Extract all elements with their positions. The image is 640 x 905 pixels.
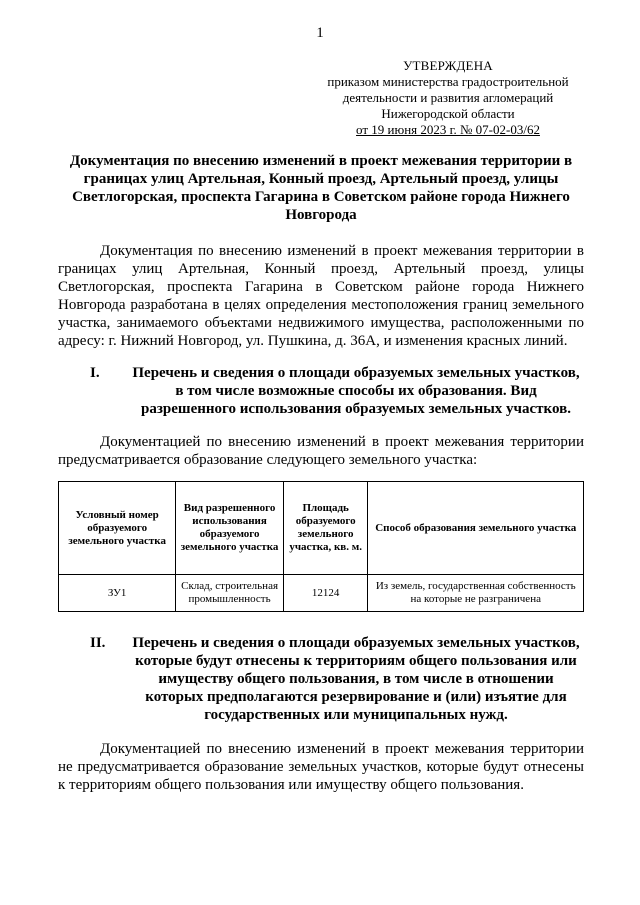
section-number: II. xyxy=(90,635,106,651)
section-2-heading xyxy=(58,634,584,724)
table-cell: Из земель, государственная собственность на которые не разграничена xyxy=(368,575,584,612)
land-plots-table xyxy=(58,481,584,612)
table-header-cell: Способ образования земельного участка xyxy=(368,482,584,575)
table-cell: 12124 xyxy=(283,575,368,612)
page-number: 1 xyxy=(316,25,324,41)
section-1-heading xyxy=(58,364,584,418)
table-header-cell: Вид разрешенного использования образуемого земельного участка xyxy=(176,482,284,575)
table-row xyxy=(59,575,584,612)
table-header-cell: Условный номер образуемого земельного участка xyxy=(59,482,176,575)
section-2-paragraph: Документацией по внесению изменений в проект межевания территории не предусматривается образование земельных участков, которые будут отнесены к территориям общего пользования или имуществу общего пользования. xyxy=(58,741,584,793)
approval-stamp xyxy=(300,58,596,138)
approval-head: УТВЕРЖДЕНА xyxy=(403,58,493,73)
section-title: Перечень и сведения о площади образуемых земельных участков, которые будут отнесены к территориям общего пользования или имуществу общего пользования, в том числе в отношении которых предполагаются резервирование и (или) изъятие для государственных или муниципальных нужд. xyxy=(132,635,580,723)
table-header-cell: Площадь образуемого земельного участка, кв. м. xyxy=(283,482,368,575)
approval-order xyxy=(300,122,596,138)
section-title: Перечень и сведения о площади образуемых земельных участков, в том числе возможные способы их образования. Вид разрешенного использования образуемых земельных участков. xyxy=(132,365,580,417)
table-cell: Склад, строительная промышленность xyxy=(176,575,284,612)
section-1-paragraph: Документацией по внесению изменений в проект межевания территории предусматривается образование следующего земельного участка: xyxy=(58,434,584,468)
section-number: I. xyxy=(90,365,100,381)
approval-line: Нижегородской области xyxy=(381,106,515,121)
intro-paragraph: Документация по внесению изменений в проект межевания территории в границах улиц Артельная, Конный проезд, Артельный проезд, улицы Светлогорская, проспекта Гагарина в Советском районе города Нижнего Новгорода разработана в целях определения местоположения границ земельного участка, занимаемого объектами недвижимого имущества, расположенными по адресу: г. Нижний Новгород, ул. Пушкина, д. 36А, и изменения красных линий. xyxy=(58,243,584,349)
approval-order-text: от 19 июня 2023 г. № 07-02-03/62 xyxy=(356,122,540,137)
document-title: Документация по внесению изменений в проект межевания территории в границах улиц Артельная, Конный проезд, Артельный проезд, улицы Светлогорская, проспекта Гагарина в Советском районе города Нижнего Новгорода xyxy=(69,153,573,223)
approval-line: приказом министерства градостроительной xyxy=(327,74,569,89)
approval-line: деятельности и развития агломераций xyxy=(342,90,554,105)
table-cell: ЗУ1 xyxy=(59,575,176,612)
table-header-row xyxy=(59,482,584,575)
